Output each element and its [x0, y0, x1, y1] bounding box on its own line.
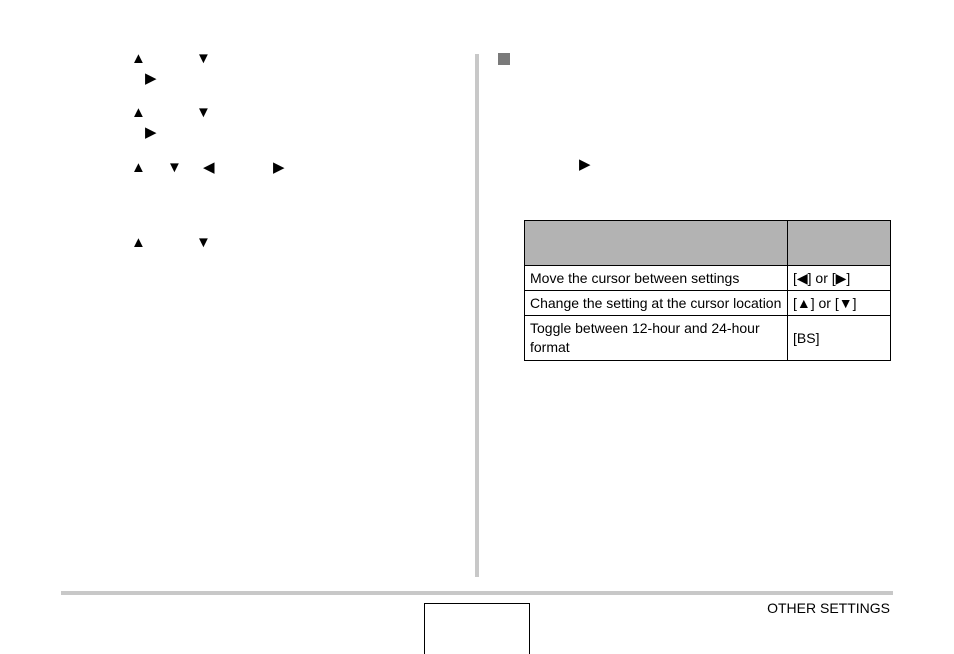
- down-arrow-icon: ▼: [196, 234, 211, 251]
- table-row: [525, 316, 891, 361]
- page-number-box: [424, 603, 530, 654]
- table-cell-key: [BS]: [788, 316, 891, 361]
- up-arrow-icon: ▲: [131, 104, 146, 121]
- section-label: OTHER SETTINGS: [767, 600, 890, 616]
- table-cell-key: [◀] or [▶]: [788, 266, 891, 291]
- table-cell-key: [▲] or [▼]: [788, 291, 891, 316]
- footer-divider: [61, 591, 893, 595]
- right-arrow-icon: ▶: [273, 159, 285, 176]
- table-row: [525, 291, 891, 316]
- table-cell-action: Move the cursor between settings: [525, 266, 788, 291]
- key-operations-table: [524, 220, 891, 361]
- up-arrow-icon: ▲: [131, 234, 146, 251]
- table-header-cell: [525, 221, 788, 266]
- down-arrow-icon: ▼: [167, 159, 182, 176]
- left-arrow-icon: ◀: [203, 159, 215, 176]
- right-arrow-icon: ▶: [145, 124, 157, 141]
- table-row: [525, 266, 891, 291]
- square-bullet-icon: [498, 53, 510, 65]
- table-cell-action: Toggle between 12-hour and 24-hour format: [525, 316, 788, 361]
- table-cell-action: Change the setting at the cursor location: [525, 291, 788, 316]
- table-header-row: [525, 221, 891, 266]
- up-arrow-icon: ▲: [131, 159, 146, 176]
- up-arrow-icon: ▲: [131, 50, 146, 67]
- column-divider: [475, 54, 479, 577]
- right-arrow-icon: ▶: [145, 70, 157, 87]
- down-arrow-icon: ▼: [196, 50, 211, 67]
- right-arrow-icon: ▶: [579, 156, 591, 173]
- down-arrow-icon: ▼: [196, 104, 211, 121]
- table-header-cell: [788, 221, 891, 266]
